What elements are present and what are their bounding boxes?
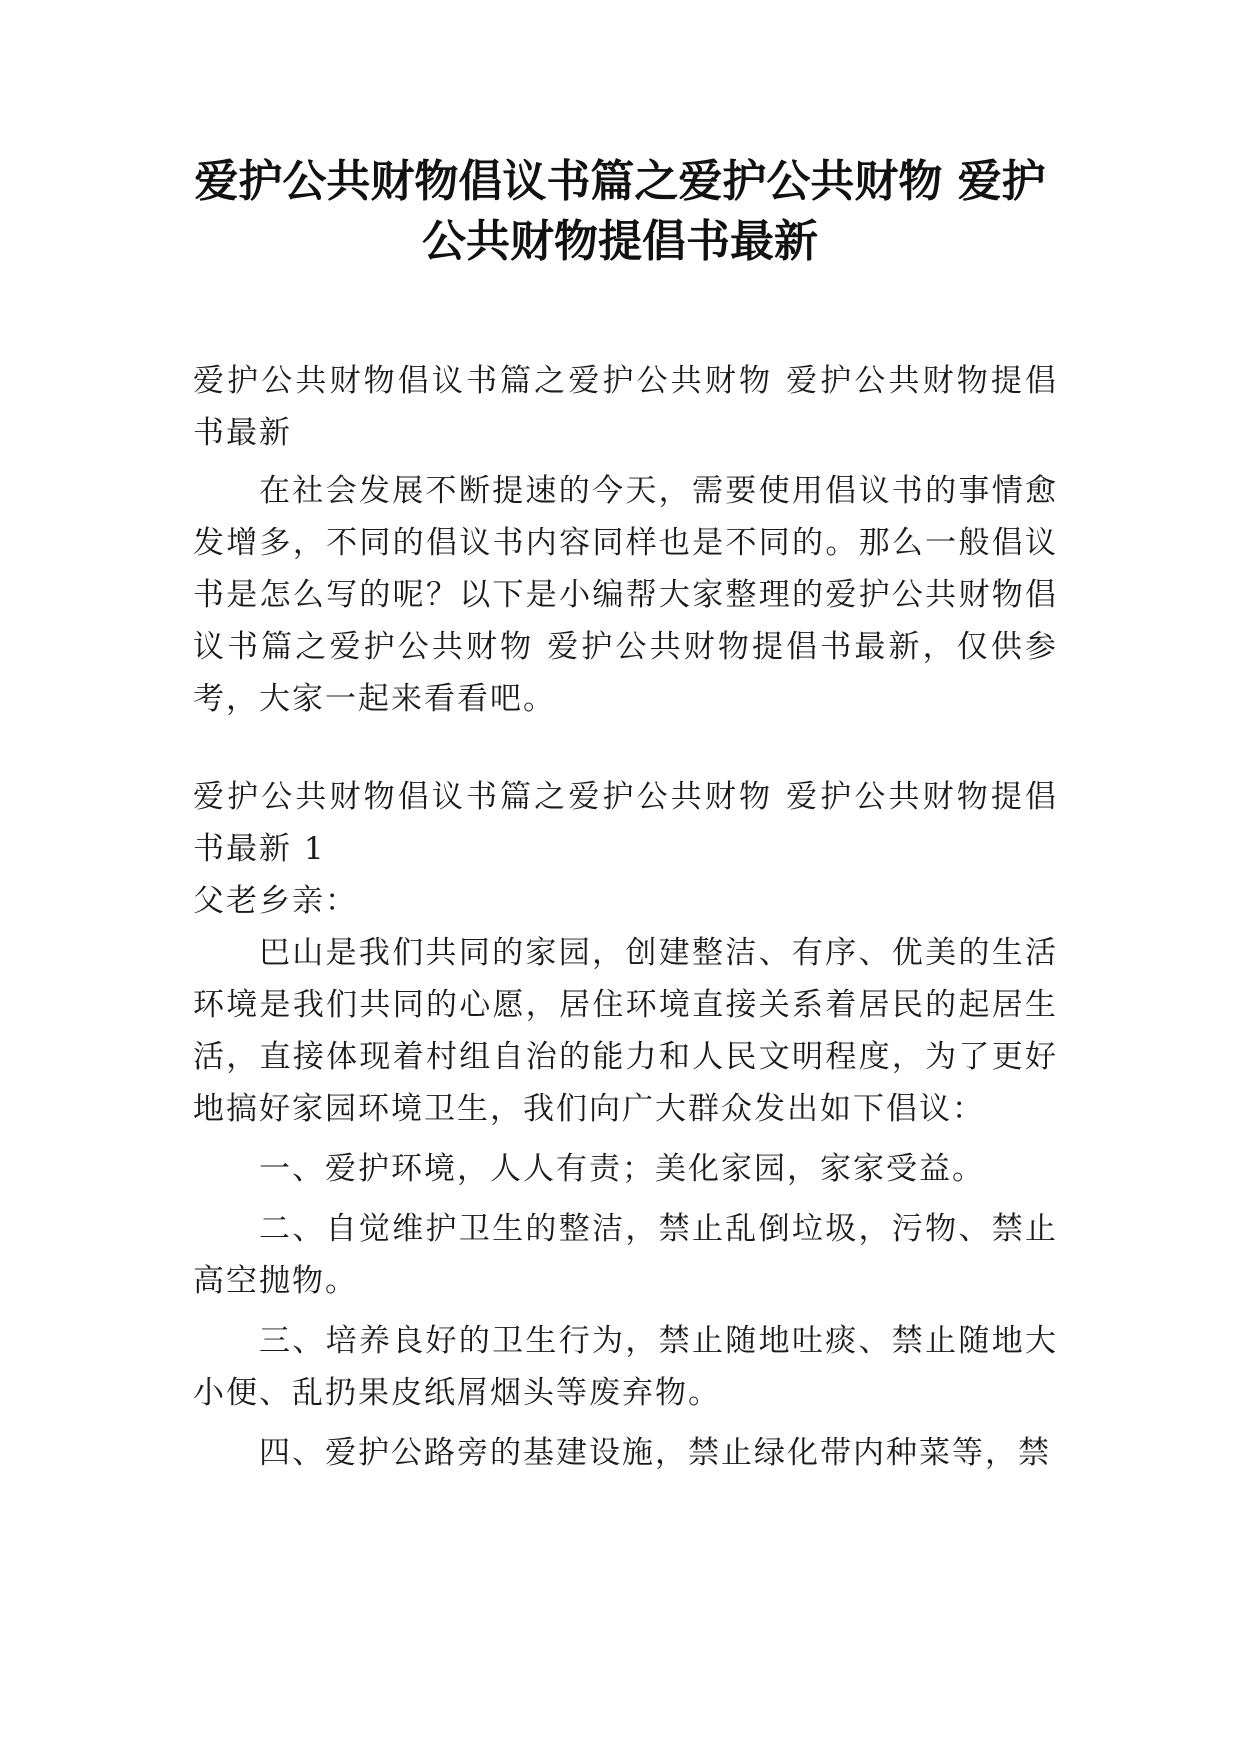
intro-paragraph: 在社会发展不断提速的今天，需要使用倡议书的事情愈发增多，不同的倡议书内容同样也是不同的。那么一般倡议书是怎么写的呢？以下是小编帮大家整理的爱护公共财物倡议书篇之爱护公共财物 爱护公共财物提倡书最新，仅供参考，大家一起来看看吧。 xyxy=(193,473,1058,717)
body-paragraph: 巴山是我们共同的家园，创建整洁、有序、优美的生活环境是我们共同的心愿，居住环境直接关系着居民的起居生活，直接体现着村组自治的能力和人民文明程度，为了更好地搞好家园环境卫生，我们向广大群众发出如下倡议： xyxy=(193,935,1058,1127)
list-item: 三、培养良好的卫生行为，禁止随地吐痰、禁止随地大小便、乱扔果皮纸屑烟头等废弃物。 xyxy=(193,1323,1058,1411)
intro-heading: 爱护公共财物倡议书篇之爱护公共财物 爱护公共财物提倡书最新 xyxy=(193,363,1058,451)
list-item: 一、爱护环境，人人有责；美化家园，家家受益。 xyxy=(259,1151,985,1187)
salutation: 父老乡亲： xyxy=(193,883,358,919)
document-title: 爱护公共财物倡议书篇之爱护公共财物 爱护公共财物提倡书最新 xyxy=(194,156,1046,267)
list-item: 二、自觉维护卫生的整洁，禁止乱倒垃圾，污物、禁止高空抛物。 xyxy=(193,1211,1058,1299)
section-heading: 爱护公共财物倡议书篇之爱护公共财物 爱护公共财物提倡书最新 1 xyxy=(193,779,1058,867)
list-item: 四、爱护公路旁的基建设施，禁止绿化带内种菜等，禁 xyxy=(259,1435,1051,1471)
document-body xyxy=(193,355,1058,1479)
